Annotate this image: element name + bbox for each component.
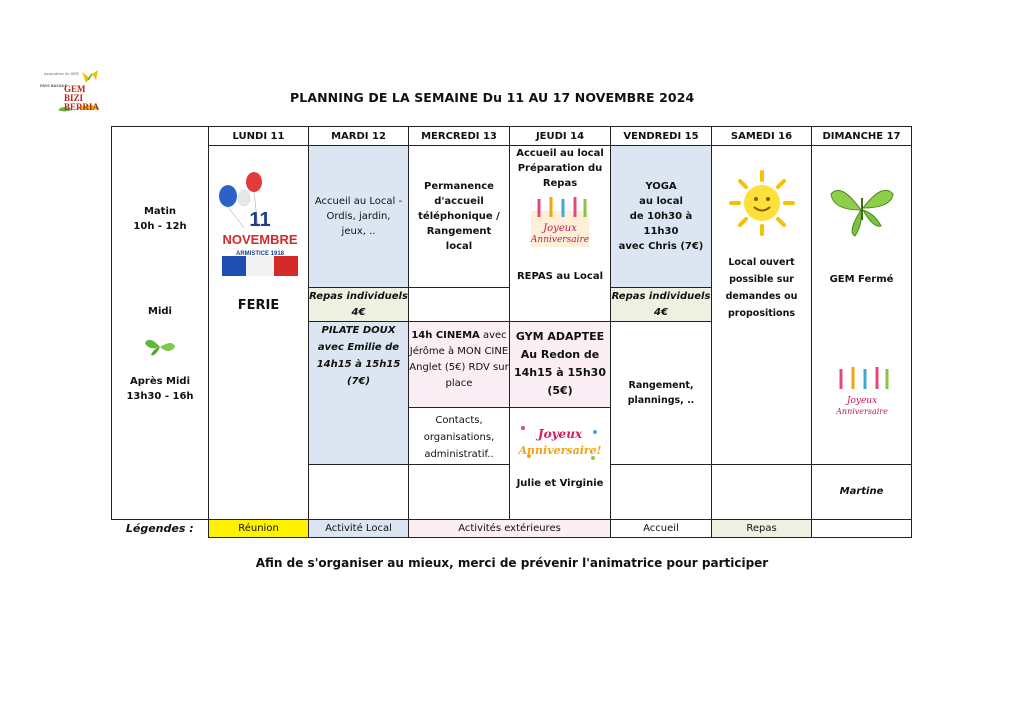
lundi-cell <box>209 146 309 520</box>
mardi-midi-line1: Repas individuels <box>309 290 408 302</box>
jeudi-afternoon-line3: 14h15 à 15h30 <box>514 366 606 380</box>
vendredi-line3: de 10h30 à <box>629 211 693 223</box>
mercredi-midi-cell <box>409 288 510 322</box>
samedi-text: Local ouvert possible sur demandes ou propositions <box>725 257 798 320</box>
weekly-planning-table <box>111 126 912 538</box>
mercredi-cinema-label: 14h CINEMA <box>411 330 480 342</box>
birthday-cake-icon <box>525 191 595 251</box>
day-header-mardi: MARDI 12 <box>309 127 409 146</box>
poster-month: NOVEMBRE <box>221 232 298 248</box>
vendredi-line1: YOGA <box>645 181 677 193</box>
dimanche-cell <box>812 146 912 465</box>
legend-title: Légendes : <box>112 519 209 537</box>
apres-midi-hours: 13h30 - 16h <box>126 391 194 403</box>
mercredi-bottom-cell <box>409 464 510 519</box>
footer-note: Afin de s'organiser au mieux, merci de prévenir l'animatrice pour participer <box>255 556 769 570</box>
legend-accueil: Accueil <box>611 519 712 537</box>
mercredi-morning-text: Permanence d'accueil téléphonique / Rangement local <box>418 181 500 253</box>
mercredi-morning-cell <box>409 146 510 288</box>
bday-word2: Anniversaire <box>530 235 590 246</box>
vendredi-line5: avec Chris (7€) <box>618 241 704 253</box>
mardi-morning-cell <box>309 146 409 288</box>
gem-logo <box>38 70 104 120</box>
mercredi-cinema-details: avec Jérôme à MON CINE Anglet (5€) RDV sur place <box>409 330 509 390</box>
page-title: PLANNING DE LA SEMAINE Du 11 AU 17 NOVEMBRE 2024 <box>290 90 695 105</box>
matin-hours: 10h - 12h <box>133 221 187 233</box>
vendredi-midi-line2: 4€ <box>654 306 668 318</box>
day-header-vendredi: VENDREDI 15 <box>611 127 712 146</box>
poster-day: 11 <box>248 209 271 232</box>
legend-empty <box>812 519 912 537</box>
legend-activites-exterieures: Activités extérieures <box>409 519 611 537</box>
jeudi-afternoon-line1: GYM ADAPTEE <box>515 330 605 344</box>
armistice-poster-icon <box>214 168 304 280</box>
jeudi-morning-cell <box>510 146 611 322</box>
legend-reunion: Réunion <box>209 519 309 537</box>
vendredi-midi-cell <box>611 288 712 322</box>
vendredi-midi-line1: Repas individuels <box>611 290 711 302</box>
corner-header <box>112 127 209 146</box>
jeudi-midi-text: REPAS au Local <box>516 271 604 283</box>
vendredi-afternoon-cell <box>611 322 712 464</box>
samedi-cell <box>712 146 812 465</box>
vendredi-afternoon-text: Rangement, plannings, .. <box>627 380 695 407</box>
ferie-label: FERIE <box>237 298 280 314</box>
jeudi-afternoon-line4: (5€) <box>547 384 573 398</box>
dimanche-text: GEM Fermé <box>829 274 894 286</box>
dimanche-bottom-text: Martine <box>839 486 884 498</box>
logo-small-top: Association du GEM <box>44 72 79 76</box>
midi-label: Midi <box>148 306 172 318</box>
legend-activite-local: Activité Local <box>309 519 409 537</box>
joyeux-anniversaire-icon <box>515 418 605 466</box>
birthday-candles-icon <box>831 365 893 421</box>
bday-word1: Joyeux <box>543 223 577 235</box>
poster-sub: ARMISTICE 1918 <box>235 251 284 258</box>
samedi-bottom-cell <box>712 464 812 519</box>
schedule-column <box>112 146 209 520</box>
jeudi-bottom-text: Julie et Virginie <box>516 478 604 490</box>
legend-repas: Repas <box>712 519 812 537</box>
day-header-jeudi: JEUDI 14 <box>510 127 611 146</box>
logo-small-mid: PAYS BASQUE <box>40 84 67 88</box>
green-butterfly-large-icon <box>827 180 897 240</box>
mardi-afternoon-line2: avec Emilie de <box>317 342 400 354</box>
mardi-afternoon-line3: 14h15 à 15h15 <box>316 359 401 371</box>
day-header-mercredi: MERCREDI 13 <box>409 127 510 146</box>
mardi-midi-line2: 4€ <box>351 306 366 318</box>
jeudi-afternoon-block <box>510 322 610 408</box>
mercredi-afternoon-text2: Contacts, organisations, administratif.. <box>423 415 495 461</box>
vendredi-morning-cell <box>611 146 712 288</box>
vendredi-line4: 11h30 <box>643 226 679 238</box>
day-header-lundi: LUNDI 11 <box>209 127 309 146</box>
mardi-bottom-cell <box>309 464 409 519</box>
mercredi-afternoon-block1 <box>409 322 509 408</box>
sun-icon <box>727 168 797 238</box>
mardi-morning-text: Accueil au Local - Ordis, jardin, jeux, .. <box>314 196 403 238</box>
matin-label: Matin <box>143 206 177 218</box>
green-butterfly-icon <box>143 333 177 359</box>
mardi-midi-cell <box>309 288 409 322</box>
mardi-afternoon-line4: (7€) <box>346 376 371 388</box>
jeudi-morning-line1: Accueil au local <box>516 148 604 160</box>
day-header-dimanche: DIMANCHE 17 <box>812 127 912 146</box>
vendredi-bottom-cell <box>611 464 712 519</box>
mercredi-afternoon-cell <box>409 322 510 464</box>
dimanche-bottom-cell <box>812 464 912 519</box>
dimanche-bday-word1: Joyeux <box>846 396 877 407</box>
mardi-afternoon-cell <box>309 322 409 464</box>
jeudi-afternoon-cell <box>510 322 611 519</box>
dimanche-bday-word2: Anniversaire <box>835 407 888 417</box>
apres-midi-label: Après Midi <box>129 376 190 388</box>
mardi-afternoon-line1: PILATE DOUX <box>321 325 396 337</box>
jeudi-afternoon-line2: Au Redon de <box>520 348 600 362</box>
vendredi-line2: au local <box>639 196 683 208</box>
jeudi-bday-word3: Joyeux <box>537 427 583 442</box>
jeudi-morning-line2: Préparation du Repas <box>517 163 603 190</box>
logo-name: GEM BIZI BERRIA <box>64 84 100 112</box>
jeudi-bday-word4: Anniversaire! <box>518 444 602 458</box>
day-header-samedi: SAMEDI 16 <box>712 127 812 146</box>
